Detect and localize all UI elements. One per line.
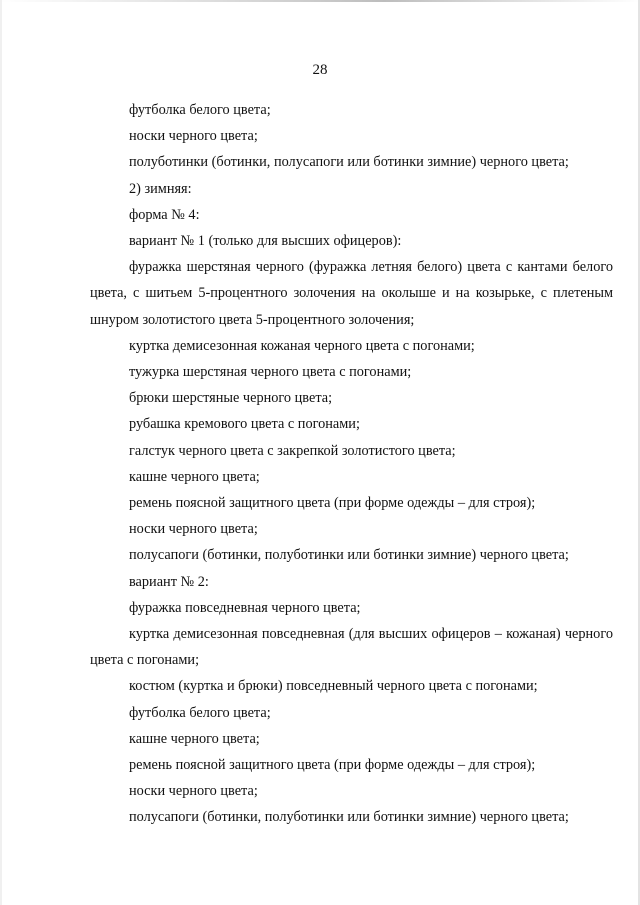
- paragraph: кашне черного цвета;: [129, 730, 260, 747]
- paragraph: носки черного цвета;: [129, 128, 258, 145]
- paragraph: кашне черного цвета;: [129, 468, 260, 485]
- paragraph: носки черного цвета;: [129, 521, 258, 538]
- paragraph: футболка белого цвета;: [129, 704, 271, 721]
- variant-heading: вариант № 1 (только для высших офицеров):: [129, 233, 402, 250]
- scan-edge-top: [0, 0, 640, 2]
- paragraph: полусапоги (ботинки, полуботинки или ботинки зимние) черного цвета;: [129, 809, 569, 826]
- paragraph: рубашка кремового цвета с погонами;: [129, 416, 360, 433]
- paragraph: фуражка повседневная черного цвета;: [129, 599, 361, 616]
- variant-heading: вариант № 2:: [129, 573, 209, 590]
- paragraph: ремень поясной защитного цвета (при форме одежды – для строя);: [129, 757, 536, 774]
- paragraph: ремень поясной защитного цвета (при форме одежды – для строя);: [129, 495, 536, 512]
- paragraph: куртка демисезонная кожаная черного цвета с погонами;: [129, 337, 475, 354]
- paragraph: футболка белого цвета;: [129, 102, 271, 118]
- paragraph: тужурка шерстяная черного цвета с погонами;: [129, 364, 412, 381]
- paragraph: носки черного цвета;: [129, 783, 258, 800]
- paragraph: полусапоги (ботинки, полуботинки или ботинки зимние) черного цвета;: [129, 547, 569, 564]
- scan-edge-left: [0, 0, 2, 905]
- section-heading: 2) зимняя:: [129, 180, 192, 197]
- paragraph: брюки шерстяные черного цвета;: [129, 390, 333, 407]
- paragraph: полуботинки (ботинки, полусапоги или ботинки зимние) черного цвета;: [129, 154, 569, 171]
- paragraph: галстук черного цвета с закрепкой золотистого цвета;: [129, 442, 456, 459]
- page-number: 28: [312, 62, 328, 78]
- subsection-heading: форма № 4:: [129, 206, 200, 223]
- paragraph: куртка демисезонная повседневная (для высших офицеров – кожаная) черного цвета с погонами;: [90, 626, 613, 669]
- document-body: [90, 97, 613, 831]
- paragraph: фуражка шерстяная черного (фуражка летняя белого) цвета с кантами белого цвета, с шитьем 5-процентного золочения на околыше и на козырьке, с плетеным шнуром золотистого цвета 5-процентного золочения;: [90, 259, 613, 328]
- paragraph: костюм (куртка и брюки) повседневный черного цвета с погонами;: [129, 678, 538, 695]
